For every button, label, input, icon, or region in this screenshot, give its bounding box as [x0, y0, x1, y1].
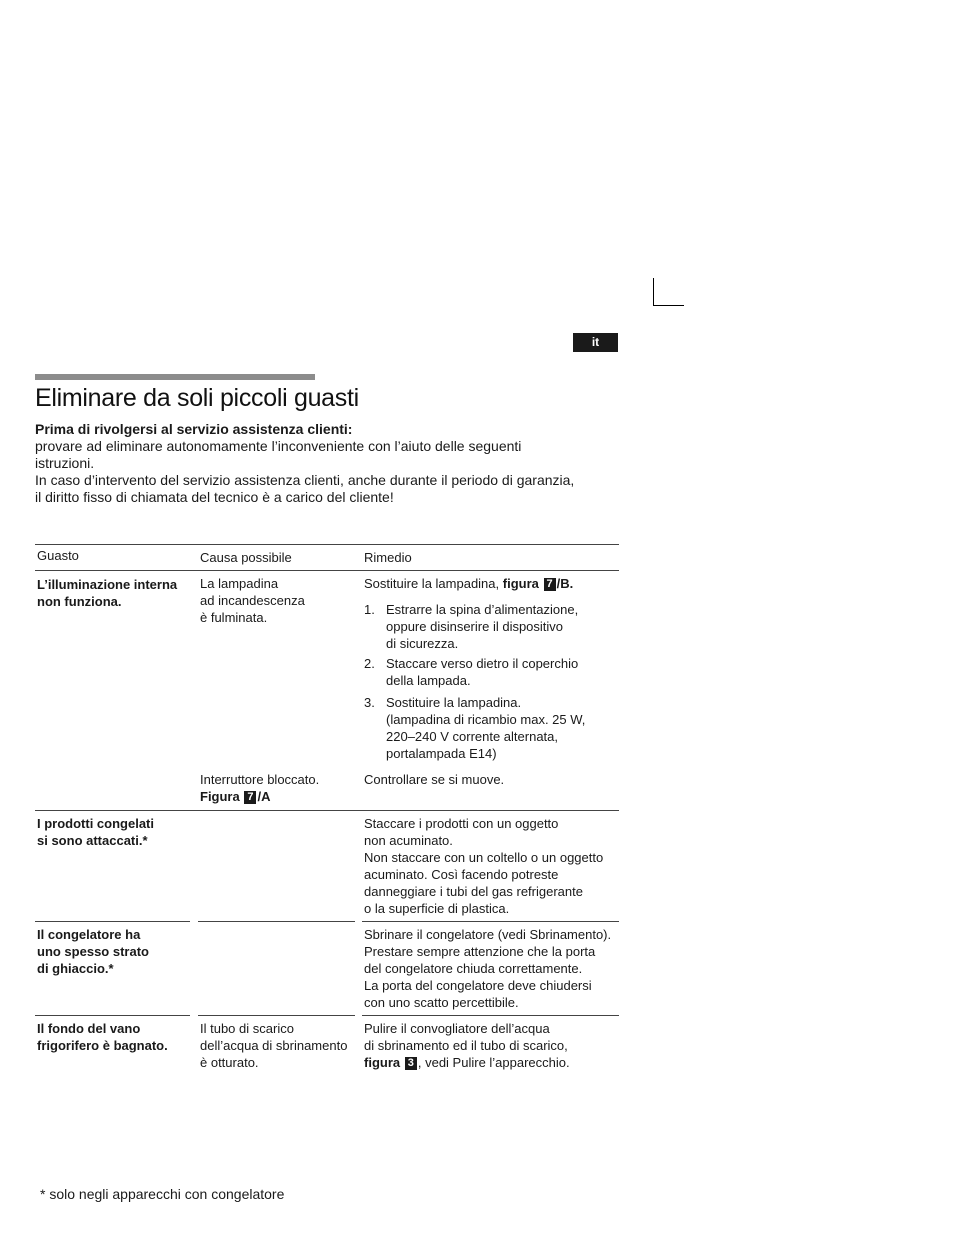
remedy-text: del congelatore chiuda correttamente.	[364, 961, 583, 976]
figure-number-badge: 7	[544, 578, 556, 591]
step-text: 220–240 V corrente alternata,	[386, 729, 559, 744]
fault-text: uno spesso strato	[37, 944, 149, 959]
intro-lead: Prima di rivolgersi al servizio assistenza clienti:	[35, 421, 353, 437]
remedy-text: Sbrinare il congelatore (vedi Sbrinamento).	[364, 927, 612, 942]
intro-section	[35, 421, 620, 506]
row-rule	[198, 921, 355, 922]
header-rule	[35, 570, 619, 571]
step-text: oppure disinserire il dispositivo	[386, 619, 564, 634]
row-rule	[362, 921, 619, 922]
cause-text: dell’acqua di sbrinamento	[200, 1038, 348, 1053]
row-rule	[35, 1015, 190, 1016]
fault-text: Il congelatore ha	[37, 927, 141, 942]
intro-line: provare ad eliminare autonomamente l’inconveniente con l’aiuto delle seguenti	[35, 438, 522, 454]
remedy-cell	[364, 1020, 570, 1071]
fault-text: frigorifero è bagnato.	[37, 1038, 168, 1053]
step-number: 2.	[364, 656, 375, 671]
fault-text: L’illuminazione interna	[37, 577, 178, 592]
fault-cell	[37, 576, 177, 610]
row-rule	[35, 921, 190, 922]
remedy-cell	[364, 815, 603, 917]
step-text: portalampada E14)	[386, 746, 497, 761]
fault-cell	[37, 815, 154, 849]
remedy-text: La porta del congelatore deve chiudersi	[364, 978, 592, 993]
remedy-text: Sostituire la lampadina,	[364, 576, 503, 591]
step-text: della lampada.	[386, 673, 471, 688]
intro-line: il diritto fisso di chiamata del tecnico è a carico del cliente!	[35, 489, 394, 505]
row-rule	[198, 1015, 355, 1016]
remedy-text: o la superficie di plastica.	[364, 901, 510, 916]
table-top-rule	[35, 544, 619, 545]
cause-text: è fulminata.	[200, 610, 268, 625]
remedy-cell	[364, 926, 611, 1011]
page-title: Eliminare da soli piccoli guasti	[35, 384, 359, 412]
figure-suffix: , vedi Pulire l’apparecchio.	[417, 1055, 570, 1070]
cause-cell	[200, 771, 319, 805]
crop-mark	[653, 278, 654, 305]
fault-cell	[37, 1020, 168, 1054]
fault-text: si sono attaccati.*	[37, 833, 148, 848]
figure-suffix: /B.	[556, 576, 574, 591]
figure-label: figura	[364, 1055, 401, 1070]
cause-text: Interruttore bloccato.	[200, 772, 320, 787]
remedy-text: Non staccare con un coltello o un oggetto	[364, 850, 604, 865]
remedy-text: danneggiare i tubi del gas refrigerante	[364, 884, 583, 899]
remedy-text: Staccare i prodotti con un oggetto	[364, 816, 559, 831]
figure-suffix: /A	[257, 789, 271, 804]
fault-text: di ghiaccio.*	[37, 961, 114, 976]
step-number: 1.	[364, 602, 375, 617]
remedy-text: non acuminato.	[364, 833, 453, 848]
step-text: di sicurezza.	[386, 636, 459, 651]
header-cause: Causa possibile	[200, 550, 292, 565]
step-text: Estrarre la spina d’alimentazione,	[386, 602, 579, 617]
crop-mark	[653, 305, 684, 306]
cause-text: Il tubo di scarico	[200, 1021, 294, 1036]
remedy-text: Prestare sempre attenzione che la porta	[364, 944, 596, 959]
title-accent-bar	[35, 374, 315, 380]
row-rule	[35, 810, 619, 811]
figure-number-badge: 7	[244, 791, 256, 804]
fault-text: Il fondo del vano	[37, 1021, 141, 1036]
remedy-text: con uno scatto percettibile.	[364, 995, 519, 1010]
cause-text: ad incandescenza	[200, 593, 305, 608]
cause-text: La lampadina	[200, 576, 279, 591]
header-fault: Guasto	[37, 548, 79, 563]
step-text: Staccare verso dietro il coperchio	[386, 656, 579, 671]
step-text: (lampadina di ricambio max. 25 W,	[386, 712, 586, 727]
step-number: 3.	[364, 695, 375, 710]
remedy-text: Pulire il convogliatore dell’acqua	[364, 1021, 550, 1036]
remedy-cell	[364, 575, 573, 592]
intro-line: istruzioni.	[35, 455, 95, 471]
cause-cell	[200, 1020, 347, 1071]
fault-text: I prodotti congelati	[37, 816, 154, 831]
header-remedy: Rimedio	[364, 550, 412, 565]
figure-label: Figura	[200, 789, 240, 804]
remedy-cell: Controllare se si muove.	[364, 772, 505, 787]
footnote: * solo negli apparecchi con congelatore	[40, 1186, 285, 1202]
fault-cell	[37, 926, 149, 977]
language-badge: it	[573, 333, 618, 352]
remedy-text: di sbrinamento ed il tubo di scarico,	[364, 1038, 568, 1053]
figure-label: figura	[502, 576, 539, 591]
intro-line: In caso d’intervento del servizio assistenza clienti, anche durante il periodo di garanzia,	[35, 472, 575, 488]
cause-cell	[200, 575, 305, 626]
row-rule	[362, 1015, 619, 1016]
step-text: Sostituire la lampadina.	[386, 695, 522, 710]
fault-text: non funziona.	[37, 594, 122, 609]
remedy-text: acuminato. Così facendo potreste	[364, 867, 559, 882]
figure-number-badge: 3	[405, 1057, 417, 1070]
cause-text: è otturato.	[200, 1055, 259, 1070]
